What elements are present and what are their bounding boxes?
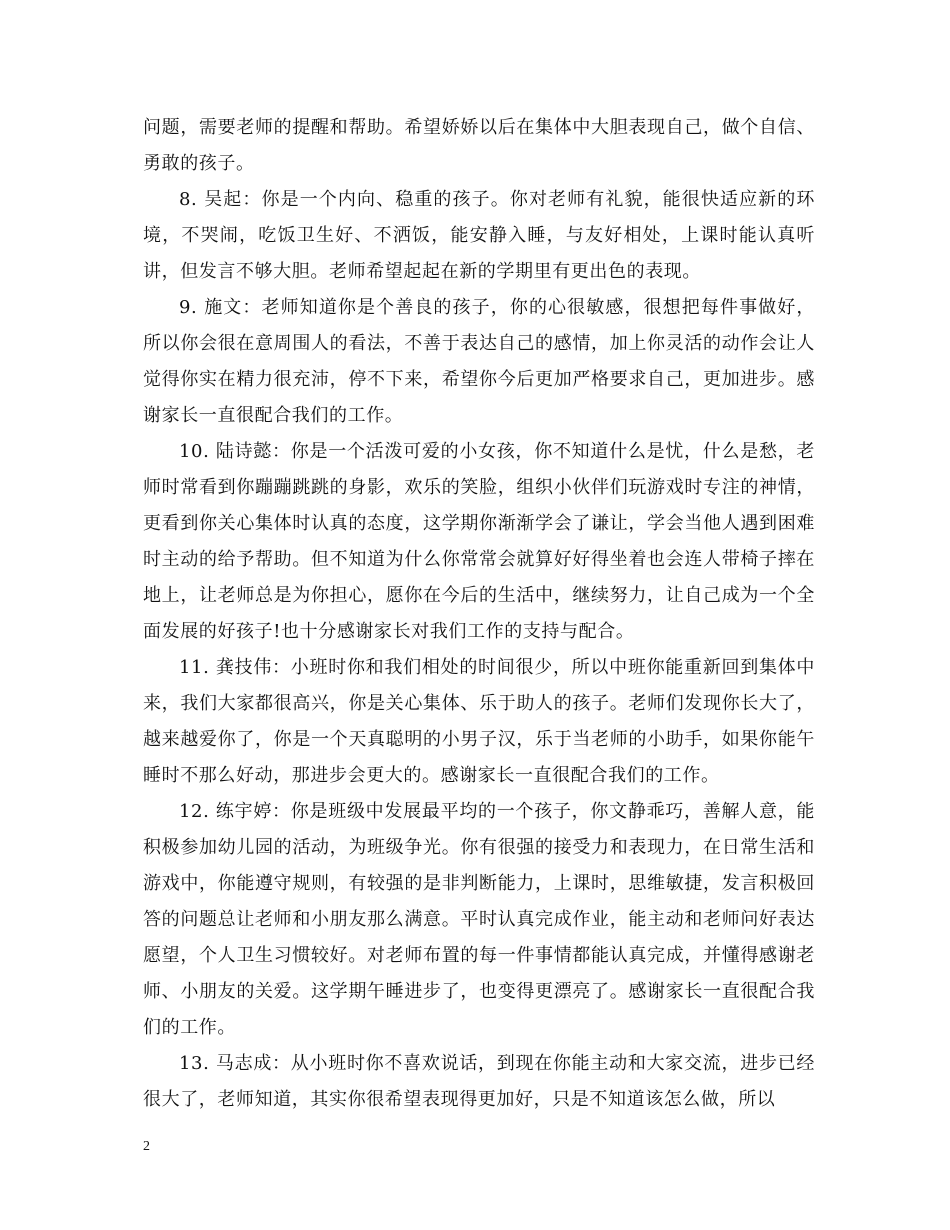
paragraph-comment-10: 10. 陆诗懿：你是一个活泼可爱的小女孩，你不知道什么是忧，什么是愁，老师时常看到你蹦蹦跳跳的身影，欢乐的笑脸，组织小伙伴们玩游戏时专注的神情，更看到你关心集体时认真的态度，这学期你渐渐学会了谦让，学会当他人遇到困难时主动的给予帮助。但不知道为什么你常常会就算好好得坐着也会连人带椅子摔在地上，让老师总是为你担心，愿你在今后的生活中，继续努力，让自己成为一个全面发展的好孩子!也十分感谢家长对我们工作的支持与配合。 xyxy=(143,441,815,642)
page-number: 2 xyxy=(143,1139,150,1154)
paragraph-continuation: 问题，需要老师的提醒和帮助。希望娇娇以后在集体中大胆表现自己，做个自信、勇敢的孩子。 xyxy=(143,117,815,174)
paragraph-comment-11: 11. 龚技伟：小班时你和我们相处的时间很少，所以中班你能重新回到集体中来，我们大家都很高兴，你是关心集体、乐于助人的孩子。老师们发现你长大了，越来越爱你了，你是一个天真聪明的小男子汉，乐于当老师的小助手，如果你能午睡时不那么好动，那进步会更大的。感谢家长一直很配合我们的工作。 xyxy=(143,657,815,786)
document-body xyxy=(143,110,815,1118)
paragraph-comment-13: 13. 马志成：从小班时你不喜欢说话，到现在你能主动和大家交流，进步已经很大了，老师知道，其实你很希望表现得更加好，只是不知道该怎么做，所以 xyxy=(143,1053,815,1110)
paragraph-comment-9: 9. 施文：老师知道你是个善良的孩子，你的心很敏感，很想把每件事做好，所以你会很在意周围人的看法，不善于表达自己的感情，加上你灵活的动作会让人觉得你实在精力很充沛，停不下来，希望你今后更加严格要求自己，更加进步。感谢家长一直很配合我们的工作。 xyxy=(143,297,815,426)
paragraph-comment-12: 12. 练宇婷：你是班级中发展最平均的一个孩子，你文静乖巧，善解人意，能积极参加幼儿园的活动，为班级争光。你有很强的接受力和表现力，在日常生活和游戏中，你能遵守规则，有较强的是非判断能力，上课时，思维敏捷，发言积极回答的问题总让老师和小朋友那么满意。平时认真完成作业，能主动和老师问好表达愿望，个人卫生习惯较好。对老师布置的每一件事情都能认真完成，并懂得感谢老师、小朋友的关爱。这学期午睡进步了，也变得更漂亮了。感谢家长一直很配合我们的工作。 xyxy=(143,801,815,1038)
paragraph-comment-8: 8. 吴起：你是一个内向、稳重的孩子。你对老师有礼貌，能很快适应新的环境，不哭闹，吃饭卫生好、不洒饭，能安静入睡，与友好相处，上课时能认真听讲，但发言不够大胆。老师希望起起在新的学期里有更出色的表现。 xyxy=(143,189,815,282)
